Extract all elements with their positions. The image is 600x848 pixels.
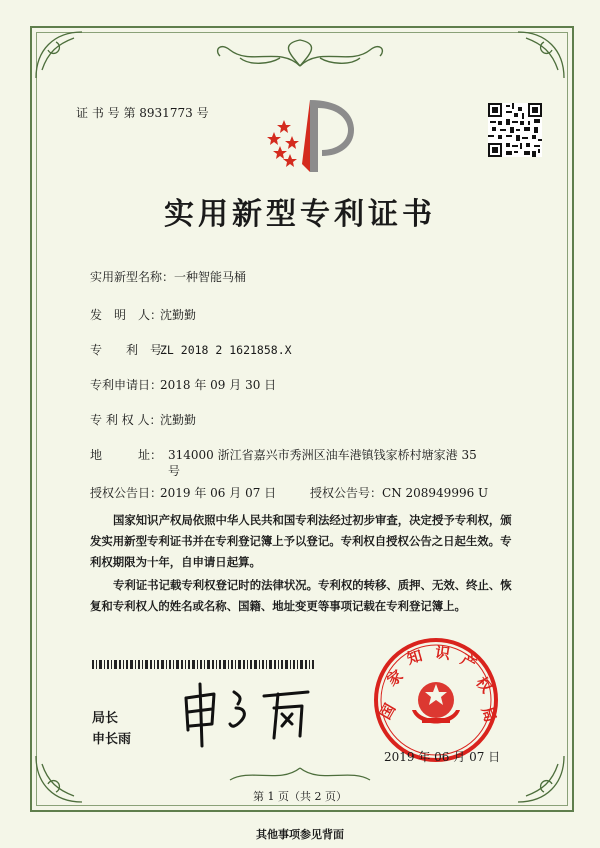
director-name: 申长雨 bbox=[92, 732, 132, 747]
grant-number-field bbox=[310, 484, 488, 501]
certificate-number-suffix: 号 bbox=[196, 106, 209, 120]
field-label: 实用新型名称： bbox=[90, 270, 175, 284]
bottom-ornament-icon bbox=[210, 764, 390, 788]
patentee-field bbox=[90, 411, 196, 428]
director-signature-icon bbox=[178, 678, 318, 748]
footer-note: 其他事项参见背面 bbox=[256, 828, 344, 841]
patent-number-field bbox=[90, 341, 292, 358]
field-value: ZL 2018 2 1621858.X bbox=[160, 343, 292, 357]
field-label: 授权公告号： bbox=[310, 486, 383, 500]
field-value: CN 208949996 U bbox=[382, 486, 489, 500]
field-label: 专 利 号： bbox=[90, 343, 175, 357]
corner-ornament-icon bbox=[516, 30, 566, 80]
certificate-number-label: 证 书 号 第 bbox=[76, 106, 136, 120]
utility-model-name-field bbox=[90, 268, 246, 285]
field-label: 授权公告日： bbox=[90, 486, 163, 500]
field-label: 专 利 权 人： bbox=[90, 413, 162, 427]
field-value: 一种智能马桶 bbox=[174, 270, 247, 284]
svg-text:局: 局 bbox=[477, 704, 500, 725]
qr-code-icon bbox=[488, 103, 542, 157]
address-field bbox=[90, 446, 477, 463]
certificate-title: 实用新型专利证书 bbox=[164, 197, 436, 232]
field-value: 沈勤勤 bbox=[160, 413, 197, 427]
svg-text:识: 识 bbox=[434, 643, 452, 664]
seal-date: 2019 年 06 月 07 日 bbox=[384, 750, 501, 764]
svg-text:国: 国 bbox=[376, 700, 400, 723]
field-label: 发 明 人： bbox=[90, 308, 163, 322]
field-label: 专利申请日： bbox=[90, 378, 163, 392]
page-number: 第 1 页（共 2 页） bbox=[253, 790, 347, 803]
field-label: 地 址： bbox=[90, 448, 163, 462]
svg-text:家: 家 bbox=[383, 666, 407, 690]
inventor-field bbox=[90, 306, 196, 323]
grant-statement-paragraph: 国家知识产权局依照中华人民共和国专利法经过初步审查，决定授予专利权，颁发实用新型专利证书并在专利登记簿上予以登记。专利权自授权公告之日起生效。专利权期限为十年，自申请日起算。 bbox=[90, 513, 512, 569]
top-ornament-icon bbox=[210, 36, 390, 70]
patent-office-logo-icon bbox=[266, 94, 356, 174]
field-value: 2018 年 09 月 30 日 bbox=[160, 378, 277, 392]
certificate-number bbox=[76, 104, 209, 121]
grant-date-field bbox=[90, 484, 276, 501]
svg-text:产: 产 bbox=[457, 650, 480, 674]
svg-text:权: 权 bbox=[472, 673, 496, 697]
field-value: 314000 浙江省嘉兴市秀洲区油车港镇钱家桥村塘家港 35 bbox=[168, 448, 477, 462]
field-value: 沈勤勤 bbox=[160, 308, 197, 322]
official-seal-icon bbox=[372, 636, 500, 764]
legal-status-paragraph: 专利证书记载专利权登记时的法律状况。专利权的转移、质押、无效、终止、恢复和专利权人的姓名或名称、国籍、地址变更等事项记载在专利登记簿上。 bbox=[90, 578, 512, 613]
barcode-icon bbox=[92, 660, 314, 669]
field-value: 2019 年 06 月 07 日 bbox=[160, 486, 277, 500]
filing-date-field bbox=[90, 376, 276, 393]
director-title: 局长 bbox=[92, 711, 119, 726]
svg-text:知: 知 bbox=[404, 646, 425, 668]
certificate-number-value: 8931773 bbox=[139, 106, 193, 120]
corner-ornament-icon bbox=[34, 30, 84, 80]
address-line2: 号 bbox=[168, 464, 181, 478]
